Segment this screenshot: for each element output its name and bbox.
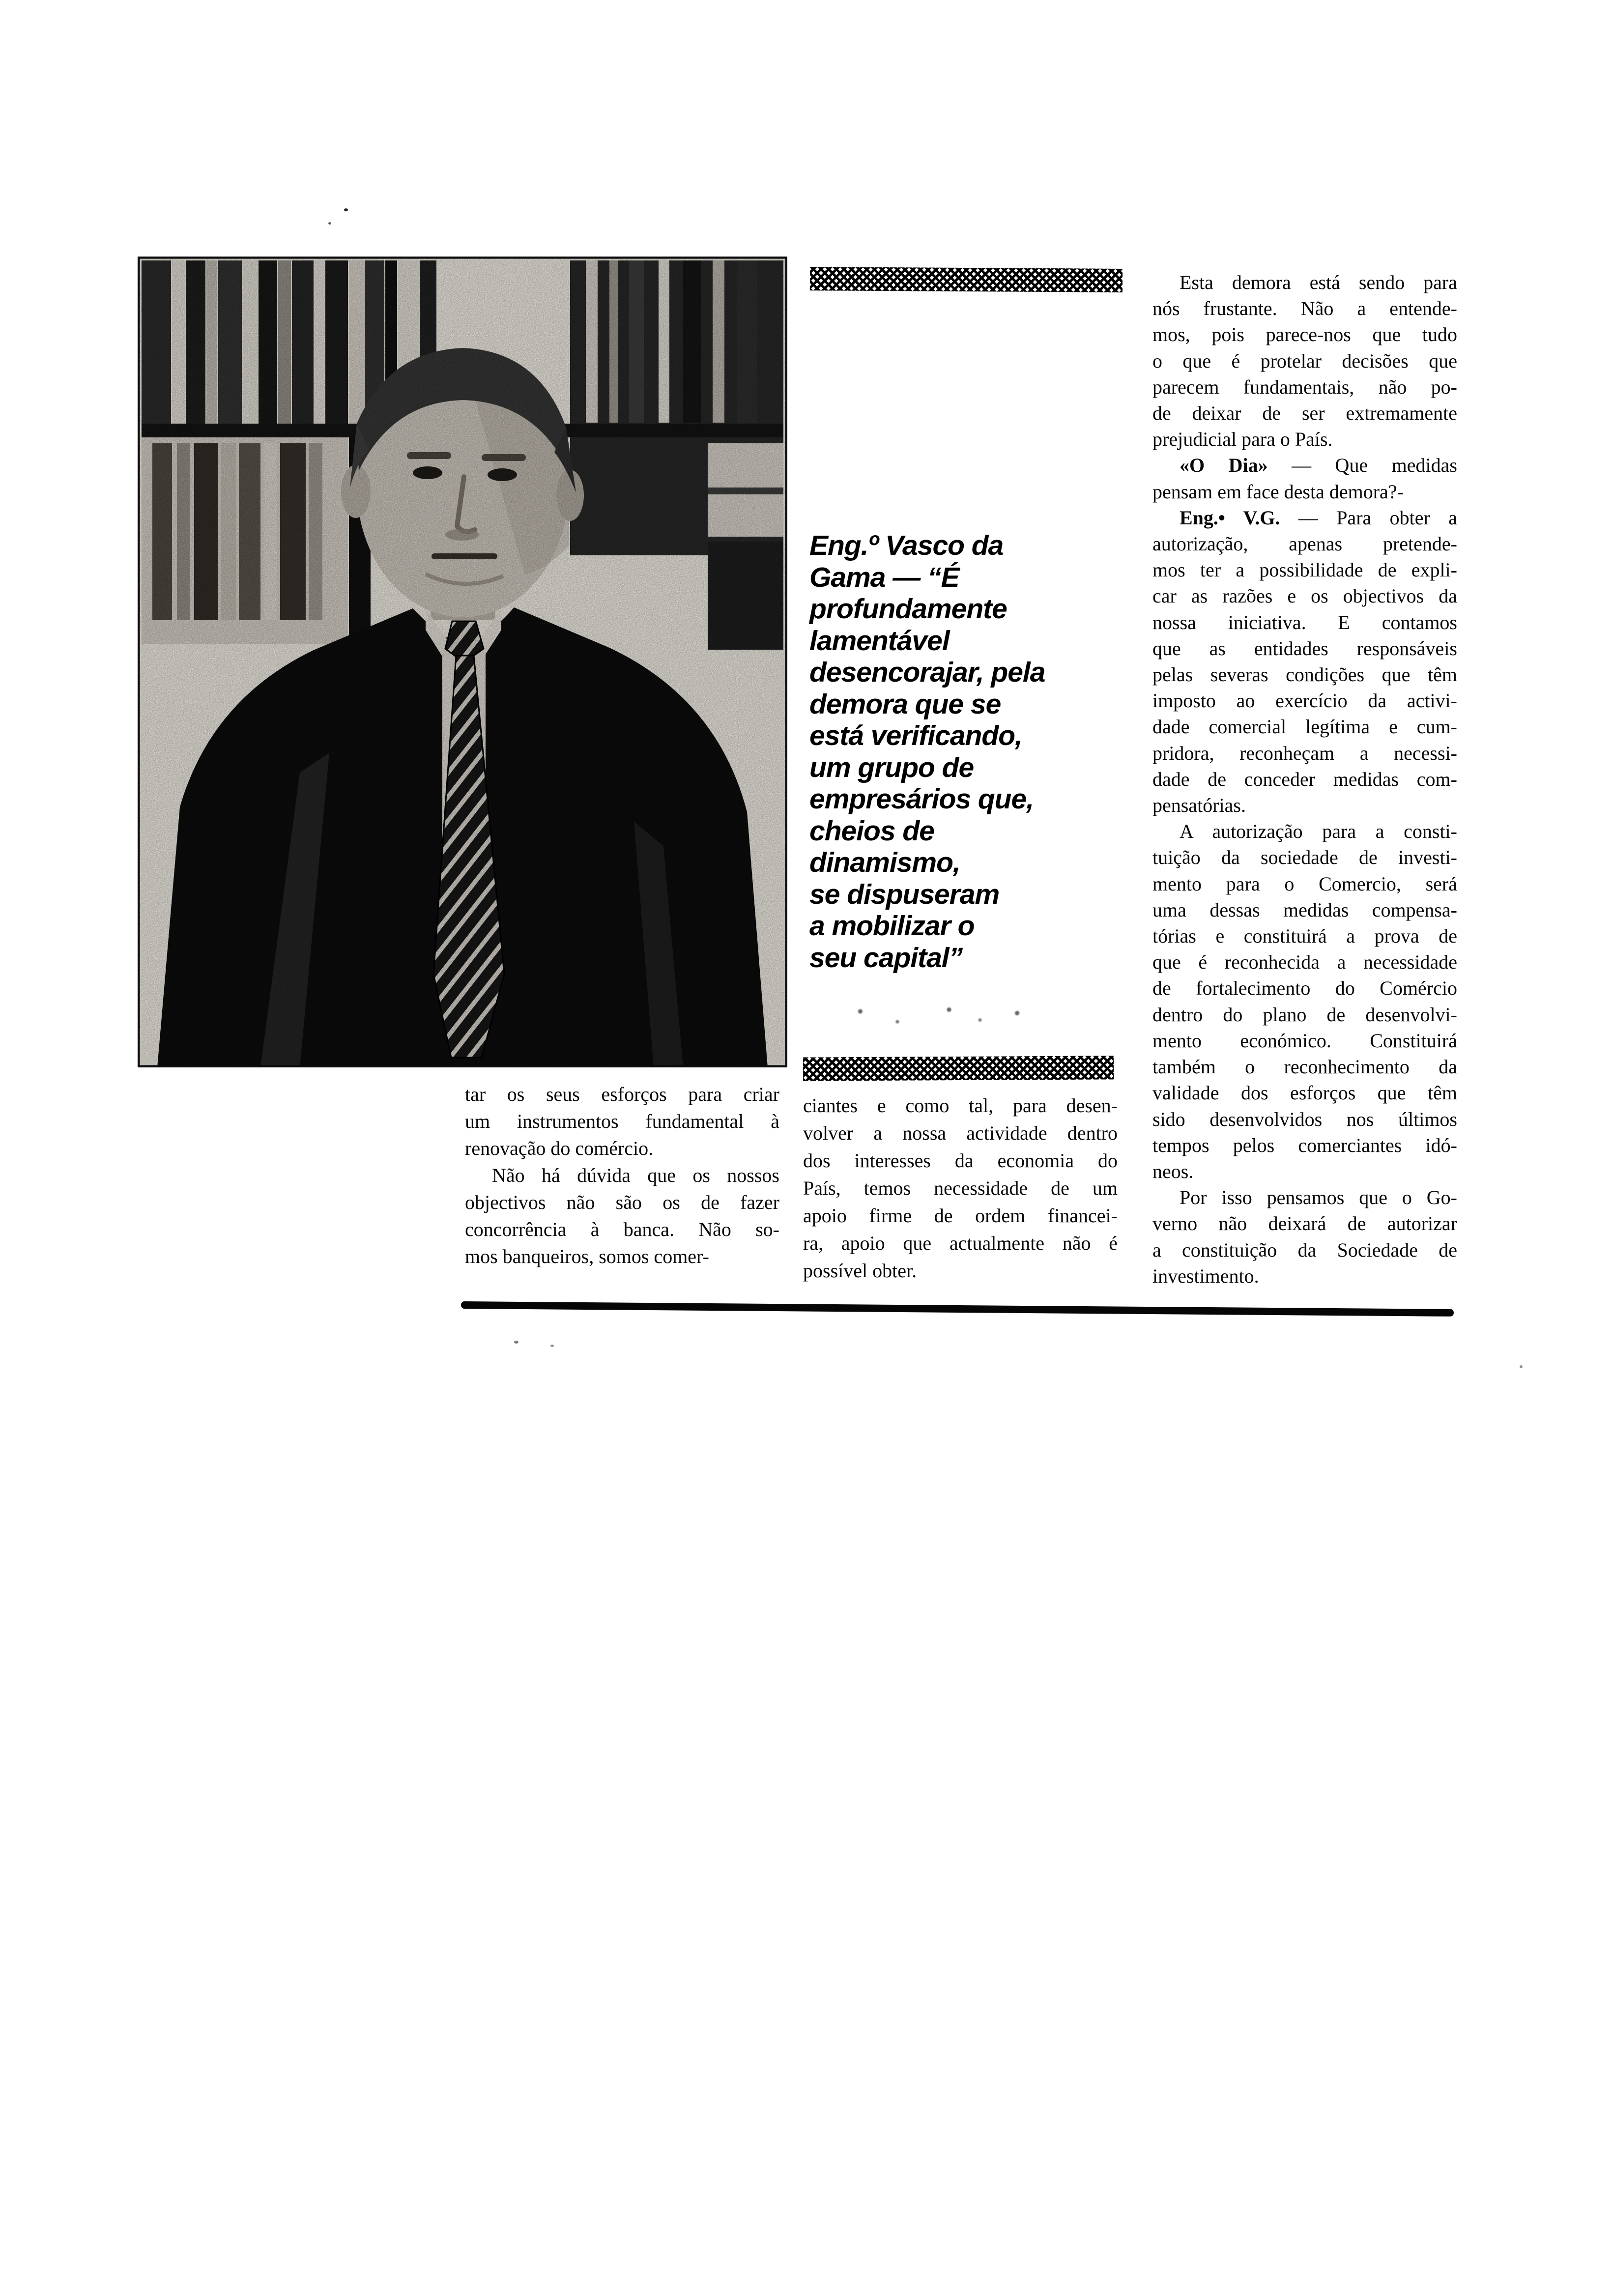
text-line: País, temos necessidade de um: [803, 1177, 1118, 1199]
article-column-middle: [803, 1092, 1118, 1285]
text-line: parecem fundamentais, não po-: [1152, 375, 1457, 398]
portrait-photo: [138, 257, 787, 1067]
text-line: tuição da sociedade de investi-: [1152, 846, 1457, 869]
text-line: que é reconhecida a necessidade: [1152, 951, 1457, 974]
text-line: investimento.: [1152, 1264, 1259, 1287]
text-line: dos interesses da economia do: [803, 1149, 1118, 1172]
text-line: imposto ao exercício da activi-: [1152, 689, 1457, 712]
text-line: autorização, apenas pretende-: [1152, 533, 1457, 555]
scan-speck: [550, 1345, 554, 1347]
text-line: car as razões e os objectivos da: [1152, 585, 1457, 607]
text-line: que as entidades responsáveis: [1152, 637, 1457, 660]
text-line: A autorização para a consti-: [1180, 820, 1457, 843]
paragraph: [465, 1081, 779, 1162]
pull-quote-line: está verificando,: [809, 720, 1022, 751]
text-line: de fortalecimento do Comércio: [1152, 977, 1457, 1000]
pull-quote-line: cheios de: [809, 815, 934, 847]
paragraph: [1152, 269, 1457, 452]
text-line: pensam em face desta demora?-: [1152, 480, 1404, 503]
paragraph: [1152, 505, 1457, 818]
text-line: o que é protelar decisões que: [1152, 349, 1457, 372]
text-line: neos.: [1152, 1160, 1194, 1182]
text-line: possível obter.: [803, 1260, 917, 1282]
hatched-divider-top: [810, 267, 1123, 292]
text-line: mos, pois parece-nos que tudo: [1152, 323, 1457, 346]
pull-quote-line: desencorajar, pela: [809, 657, 1045, 688]
text-line: Por isso pensamos que o Go-: [1180, 1186, 1457, 1209]
text-line: tempos pelos comerciantes idó-: [1152, 1134, 1457, 1156]
pull-quote-line: um grupo de: [809, 751, 974, 783]
article-column-left: [465, 1081, 779, 1270]
text-line: também o reconhecimento da: [1152, 1056, 1457, 1078]
pull-quote-line: se dispuseram: [809, 878, 1000, 910]
text-line: validade dos esforços que têm: [1152, 1082, 1457, 1104]
pull-quote-line: empresários que,: [809, 783, 1034, 815]
pull-quote-line: lamentável: [809, 625, 950, 657]
scan-smudge: [835, 998, 1042, 1032]
text-line: tar os seus esforços para criar: [465, 1083, 779, 1105]
text-line: apoio firme de ordem financei-: [803, 1205, 1118, 1227]
text-line: a constituição da Sociedade de: [1152, 1238, 1457, 1261]
pull-quote-line: dinamismo,: [809, 847, 960, 878]
text-line: concorrência à banca. Não so-: [465, 1218, 779, 1240]
text-line: renovação do comércio.: [465, 1137, 654, 1159]
paragraph: [465, 1162, 779, 1270]
pull-quote-line: Eng.º Vasco da: [809, 530, 1004, 561]
text-line: nossa iniciativa. E contamos: [1152, 611, 1457, 633]
scan-speck: [344, 208, 348, 211]
text-line: pridora, reconheçam a necessi-: [1152, 742, 1457, 764]
bottom-rule: [461, 1301, 1454, 1317]
paragraph: [803, 1092, 1118, 1285]
text-line: tórias e constituirá a prova de: [1152, 925, 1457, 947]
text-line: ra, apoio que actualmente não é: [803, 1232, 1118, 1254]
text-line: mos ter a possibilidade de expli-: [1152, 559, 1457, 581]
text-line: mos banqueiros, somos comer-: [465, 1245, 709, 1267]
text-line: volver a nossa actividade dentro: [803, 1122, 1118, 1144]
text-line: «O Dia» — Que medidas: [1180, 454, 1457, 477]
text-line: dade comercial legítima e cum-: [1152, 716, 1457, 738]
article-column-right: [1152, 269, 1457, 1289]
text-line: Esta demora está sendo para: [1180, 271, 1457, 293]
scan-speck: [1520, 1365, 1523, 1368]
paragraph: [1152, 452, 1457, 504]
text-line: ciantes e como tal, para desen-: [803, 1094, 1118, 1117]
pull-quote-line: a mobilizar o: [809, 910, 975, 942]
text-line: de deixar de ser extremamente: [1152, 402, 1457, 425]
text-line: pensatórias.: [1152, 794, 1246, 817]
paragraph: [1152, 1184, 1457, 1289]
pull-quote-line: seu capital”: [809, 942, 963, 974]
text-line: mento para o Comercio, será: [1152, 872, 1457, 895]
text-line: prejudicial para o País.: [1152, 428, 1333, 451]
hatched-divider-bottom: [803, 1056, 1114, 1081]
paragraph: [1152, 818, 1457, 1184]
text-line: um instrumentos fundamental à: [465, 1110, 779, 1132]
text-line: dade de conceder medidas com-: [1152, 768, 1457, 790]
pull-quote: [809, 530, 1134, 974]
text-line: pelas severas condições que têm: [1152, 663, 1457, 686]
text-line: Eng.• V.G. — Para obter a: [1180, 506, 1457, 529]
text-line: dentro do plano de desenvolvi-: [1152, 1003, 1457, 1026]
scan-speck: [328, 222, 331, 225]
text-line: mento económico. Constituirá: [1152, 1029, 1457, 1052]
pull-quote-line: Gama — “É: [809, 561, 959, 593]
text-line: Não há dúvida que os nossos: [492, 1164, 779, 1186]
text-line: uma dessas medidas compensa-: [1152, 898, 1457, 921]
text-line: objectivos não são os de fazer: [465, 1191, 779, 1213]
text-line: sido desenvolvidos nos últimos: [1152, 1108, 1457, 1130]
text-line: verno não deixará de autorizar: [1152, 1212, 1457, 1235]
halftone-grain: [138, 257, 787, 1067]
pull-quote-line: demora que se: [809, 688, 1001, 720]
text-line: nós frustante. Não a entende-: [1152, 297, 1457, 320]
scan-speck: [514, 1341, 518, 1344]
pull-quote-line: profundamente: [809, 593, 1007, 625]
